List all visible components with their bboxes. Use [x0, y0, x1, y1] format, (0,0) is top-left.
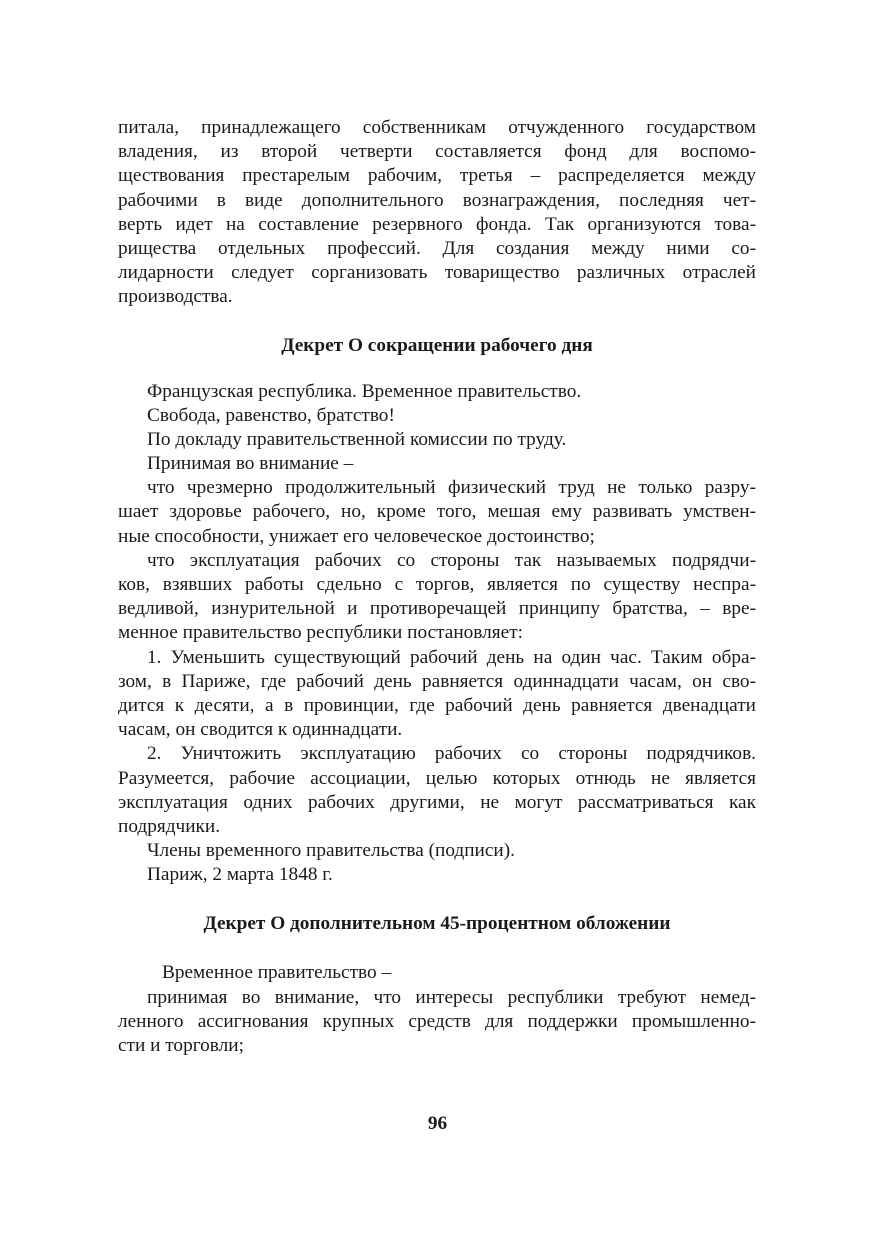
text-line: По докладу правительственной комиссии по труду. [147, 428, 567, 450]
text-line: производства. [118, 286, 233, 308]
text-line: что чрезмерно продолжительный физический труд не только разру- [147, 477, 756, 499]
text-line: 2. Уничтожить эксплуатацию рабочих со стороны подрядчиков. [147, 743, 756, 765]
text-line: рищества отдельных профессий. Для создания между ними со- [118, 237, 756, 259]
text-line: владения, из второй четверти составляется фонд для воспомо- [118, 141, 756, 163]
text-line: питала, принадлежащего собственникам отчужденного государством [118, 117, 756, 138]
signatures-line: Члены временного правительства (подписи). [147, 840, 515, 862]
text-line: зом, в Париже, где рабочий день равняется одиннадцати часам, он сво- [118, 670, 756, 692]
decree-2-title: Декрет О дополнительном 45-процентном обложении [203, 913, 671, 935]
text-line: ков, взявших работы сдельно с торгов, является по существу неспра- [118, 574, 756, 595]
text-line: подрядчики. [118, 815, 221, 837]
text-line: 1. Уменьшить существующий рабочий день на один час. Таким обра- [147, 646, 756, 668]
text-line: ществования престарелым рабочим, третья – распределяется между [118, 165, 756, 187]
text-line: что эксплуатация рабочих со стороны так называемых подрядчи- [147, 549, 756, 571]
text-line: эксплуатация одних рабочих другими, не могут рассматриваться как [118, 791, 756, 813]
text-line: дится к десяти, а в провинции, где рабочий день равняется двенадцати [118, 694, 756, 716]
text-line: часам, он сводится к одиннадцати. [118, 719, 403, 741]
text-line: сти и торговли; [118, 1035, 244, 1056]
text-line: менное правительство республики постановляет: [118, 622, 523, 644]
text-line: верть идет на составление резервного фонда. Так организуются това- [118, 213, 756, 235]
text-line: шает здоровье рабочего, но, кроме того, мешая ему развивать умствен- [118, 501, 756, 523]
intro-paragraph [118, 116, 756, 310]
text-line: ведливой, изнурительной и противоречащей принципу братства, – вре- [118, 598, 756, 620]
text-line: рабочими в виде дополнительного вознаграждения, последняя чет- [118, 189, 756, 211]
text-line: принимая во внимание, что интересы республики требуют немед- [147, 986, 756, 1008]
text-line: Разумеется, рабочие ассоциации, целью которых отнюдь не является [118, 767, 756, 789]
text-line: Принимая во внимание – [147, 453, 354, 475]
date-line: Париж, 2 марта 1848 г. [147, 864, 333, 886]
text-line: ленного ассигнования крупных средств для поддержки промышленно- [118, 1010, 756, 1032]
text-line: Временное правительство – [162, 962, 392, 984]
text-line: Свобода, равенство, братство! [147, 404, 395, 426]
decree-1-title: Декрет О сокращении рабочего дня [281, 334, 593, 356]
text-line: лидарности следует сорганизовать товарищество различных отраслей [118, 262, 756, 284]
text-line: ные способности, унижает его человеческое достоинство; [118, 525, 595, 547]
decree-2-body [118, 961, 756, 1058]
page-number: 96 [427, 1113, 448, 1134]
text-line: Французская республика. Временное правительство. [147, 380, 582, 402]
page-body [118, 116, 756, 1058]
decree-1-body [118, 380, 756, 888]
